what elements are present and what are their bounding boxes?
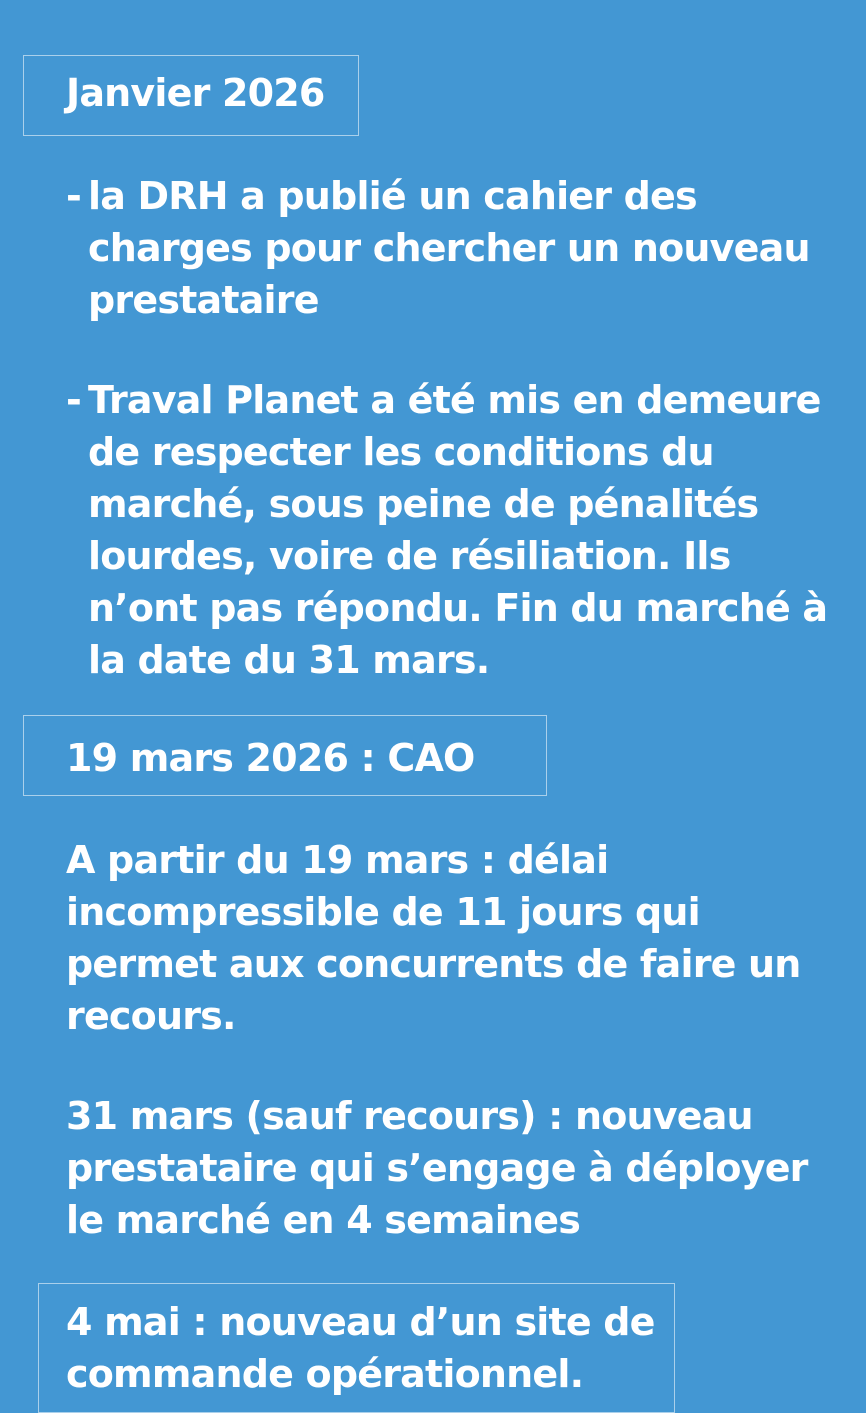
heading-4-mai bbox=[66, 1296, 655, 1400]
text-line: la date du 31 mars. bbox=[88, 638, 490, 682]
text-line: commande opérationnel. bbox=[66, 1352, 584, 1396]
heading-janvier-2026: Janvier 2026 bbox=[66, 71, 325, 115]
bullet-text bbox=[88, 170, 810, 326]
text-line: prestataire qui s’engage à déployer bbox=[66, 1146, 808, 1190]
paragraph-delai bbox=[66, 834, 801, 1042]
text-line: permet aux concurrents de faire un bbox=[66, 942, 801, 986]
text-line: le marché en 4 semaines bbox=[66, 1198, 581, 1242]
text-line: 4 mai : nouveau d’un site de bbox=[66, 1300, 655, 1344]
bullet-dash: - bbox=[66, 174, 81, 218]
text-line: de respecter les conditions du bbox=[88, 430, 714, 474]
text-line: lourdes, voire de résiliation. Ils bbox=[88, 534, 731, 578]
text-line: marché, sous peine de pénalités bbox=[88, 482, 759, 526]
text-line: prestataire bbox=[88, 278, 319, 322]
text-line: Traval Planet a été mis en demeure bbox=[88, 378, 821, 422]
bullet-text bbox=[88, 374, 827, 686]
text-line: charges pour chercher un nouveau bbox=[88, 226, 810, 270]
text-line: la DRH a publié un cahier des bbox=[88, 174, 697, 218]
text-line: recours. bbox=[66, 994, 236, 1038]
text-line: incompressible de 11 jours qui bbox=[66, 890, 700, 934]
paragraph-31-mars bbox=[66, 1090, 808, 1246]
text-line: A partir du 19 mars : délai bbox=[66, 838, 609, 882]
text-line: n’ont pas répondu. Fin du marché à bbox=[88, 586, 828, 630]
heading-19-mars-cao: 19 mars 2026 : CAO bbox=[66, 736, 475, 780]
bullet-dash: - bbox=[66, 378, 81, 422]
text-line: 31 mars (sauf recours) : nouveau bbox=[66, 1094, 753, 1138]
